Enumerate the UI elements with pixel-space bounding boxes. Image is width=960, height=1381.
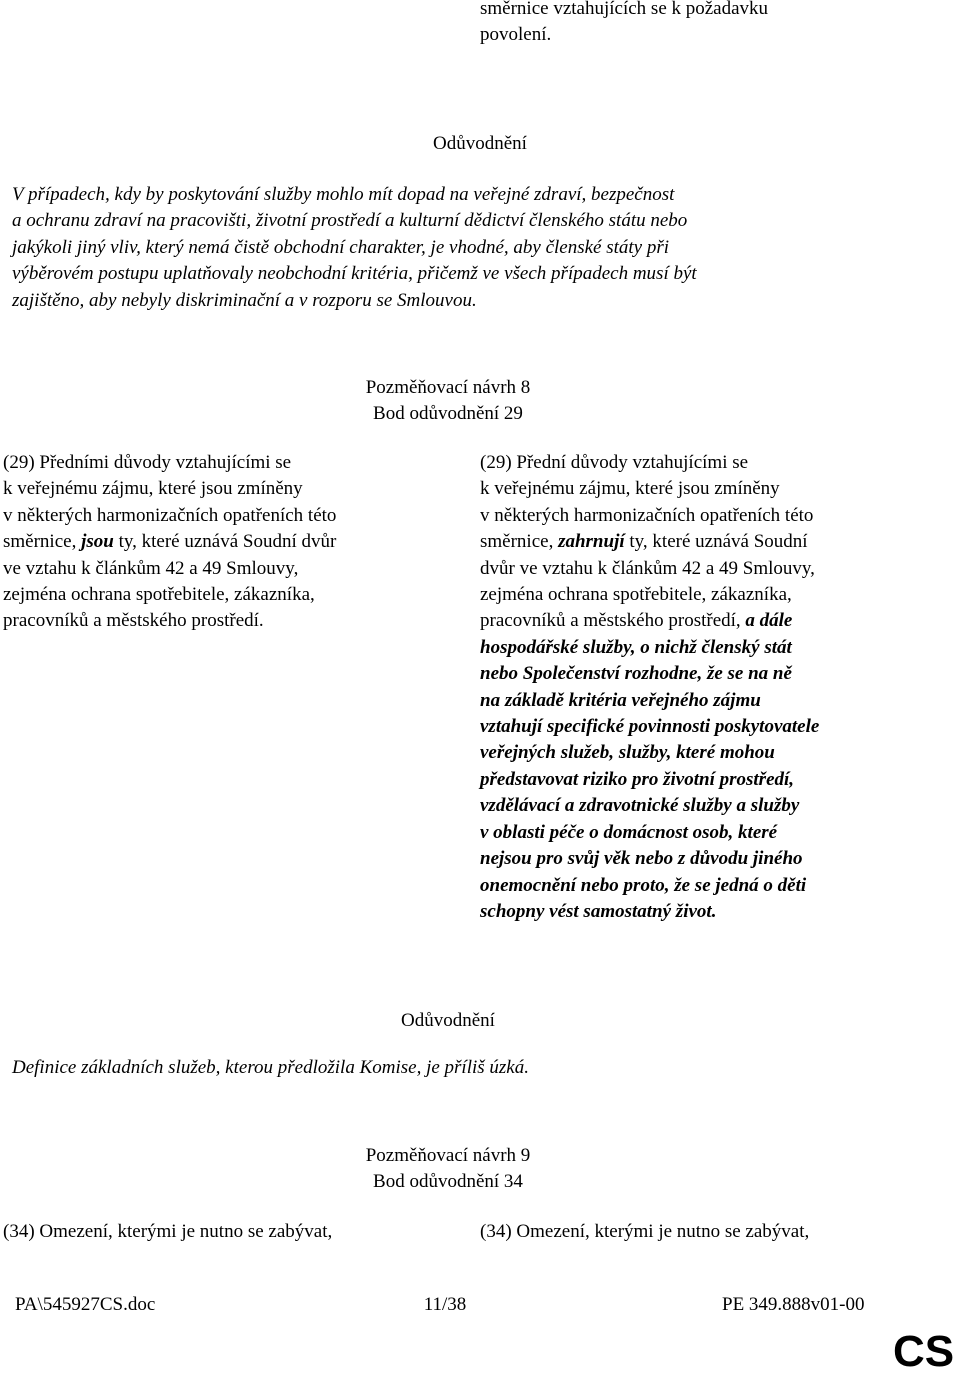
- original-line: k veřejnému zájmu, které jsou zmíněny: [3, 478, 303, 500]
- justification-heading-2: Odůvodnění: [401, 1010, 495, 1031]
- amendment-subtitle: Bod odůvodnění 29: [373, 403, 523, 425]
- amended-emphasis: a dále: [745, 610, 793, 632]
- amended-bold-line: schopny vést samostatný život.: [480, 900, 717, 922]
- amended-line: k veřejnému zájmu, které jsou zmíněny: [480, 478, 780, 500]
- justification-text-2: Definice základních služeb, kterou předložila Komise, je příliš úzká.: [12, 1057, 529, 1078]
- footer-document-id: PA\545927CS.doc: [15, 1294, 156, 1315]
- justification-line: zajištěno, aby nebyly diskriminační a v rozporu se Smlouvou.: [12, 289, 477, 311]
- amended-bold-line: na základě kritéria veřejného zájmu: [480, 689, 761, 711]
- language-code: CS: [893, 1327, 955, 1376]
- amendment-8-original-column: [3, 450, 443, 635]
- original-line: (29) Předními důvody vztahujícími se: [3, 452, 292, 473]
- amended-bold-line: hospodářské služby, o nichž členský stát: [480, 636, 792, 658]
- continued-line-1: směrnice vztahujících se k požadavku: [480, 0, 769, 19]
- justification-heading-1: Odůvodnění: [433, 133, 527, 154]
- justification-line: V případech, kdy by poskytování služby mohlo mít dopad na veřejné zdraví, bezpečnost: [12, 184, 675, 205]
- amended-text: pracovníků a městského prostředí,: [480, 610, 746, 632]
- amended-line: zejména ochrana spotřebitele, zákazníka,: [480, 584, 792, 606]
- footer-reference: PE 349.888v01-00: [722, 1294, 865, 1315]
- original-text: směrnice,: [3, 531, 82, 553]
- original-line: v některých harmonizačních opatřeních této: [3, 504, 337, 526]
- footer-page-number: 11/38: [423, 1294, 467, 1315]
- amendment-8-amended-column: [480, 450, 950, 925]
- amended-line: [480, 529, 950, 555]
- amended-bold-line: v oblasti péče o domácnost osob, které: [480, 821, 778, 843]
- amendment-title: Pozměňovací návrh 8: [365, 377, 531, 398]
- original-line: ve vztahu k článkům 42 a 49 Smlouvy,: [3, 557, 299, 579]
- justification-line: a ochranu zdraví na pracovišti, životní prostředí a kulturní dědictví členského státu nebo: [12, 210, 688, 232]
- amended-text: směrnice,: [480, 531, 559, 553]
- amended-bold-line: vztahují specifické povinnosti poskytovatele: [480, 716, 820, 738]
- amended-bold-line: onemocnění nebo proto, že se jedná o děti: [480, 874, 807, 896]
- amended-line: v některých harmonizačních opatřeních této: [480, 504, 814, 526]
- original-line: [3, 529, 443, 555]
- amended-bold-line: představovat riziko pro životní prostředí,: [480, 768, 795, 790]
- amendment-subtitle: Bod odůvodnění 34: [373, 1171, 523, 1193]
- amended-bold-line: nebo Společenství rozhodne, že se na ně: [480, 663, 792, 685]
- amended-bold-line: vzdělávací a zdravotnické služby a služby: [480, 795, 800, 817]
- original-text: ty, které uznává Soudní dvůr: [113, 531, 337, 553]
- amended-emphasis: zahrnují: [558, 531, 625, 553]
- amended-line: [480, 608, 950, 634]
- original-line: zejména ochrana spotřebitele, zákazníka,: [3, 584, 315, 606]
- original-emphasis: jsou: [81, 531, 114, 553]
- continued-line-2: povolení.: [480, 24, 552, 46]
- continued-text: [480, 0, 768, 49]
- amendment-title: Pozměňovací návrh 9: [365, 1145, 531, 1166]
- original-line: pracovníků a městského prostředí.: [3, 610, 264, 632]
- amended-bold-line: veřejných služeb, služby, které mohou: [480, 742, 775, 764]
- amendment-8-title: [0, 375, 896, 428]
- amendment-9-original-text: (34) Omezení, kterými je nutno se zabývat,: [3, 1221, 333, 1242]
- amended-text: ty, které uznává Soudní: [624, 531, 808, 553]
- justification-line: jakýkoli jiný vliv, který nemá čistě obchodní charakter, je vhodné, aby členské státy při: [12, 236, 670, 258]
- amended-line: (29) Přední důvody vztahujícími se: [480, 452, 749, 473]
- amended-line: dvůr ve vztahu k článkům 42 a 49 Smlouvy,: [480, 557, 815, 579]
- amendment-9-title: [0, 1143, 896, 1196]
- justification-text-1: [12, 182, 942, 314]
- justification-line: výběrovém postupu uplatňovaly neobchodní kritéria, přičemž ve všech případech musí být: [12, 263, 697, 285]
- amended-bold-line: nejsou pro svůj věk nebo z důvodu jiného: [480, 848, 803, 870]
- amendment-9-amended-text: (34) Omezení, kterými je nutno se zabývat,: [480, 1221, 810, 1242]
